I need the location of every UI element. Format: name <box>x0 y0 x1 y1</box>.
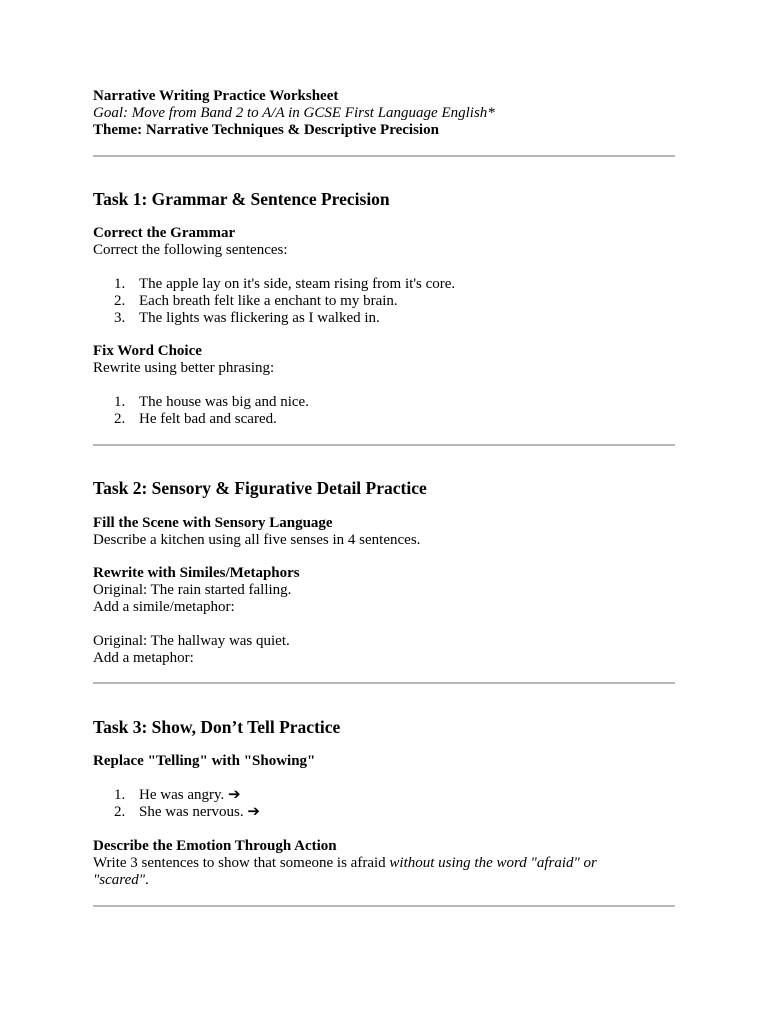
similes-original-2: Original: The hallway was quiet. <box>93 633 290 649</box>
divider <box>93 682 675 684</box>
sensory-instruction: Describe a kitchen using all five senses in 4 sentences. <box>93 532 421 548</box>
worksheet-goal: Goal: Move from Band 2 to A/A in GCSE First Language English* <box>93 105 495 121</box>
list-item: 2. Each breath felt like a enchant to my brain. <box>114 293 398 309</box>
emotion-instruction: Write 3 sentences to show that someone is afraid without using the word "afraid" or "scared". <box>93 855 597 888</box>
task2-heading: Task 2: Sensory & Figurative Detail Practice <box>93 478 427 498</box>
list-item: 1. The house was big and nice. <box>114 394 309 410</box>
grammar-title: Correct the Grammar <box>93 225 236 241</box>
divider <box>93 155 675 157</box>
worksheet-title: Narrative Writing Practice Worksheet <box>93 88 339 104</box>
grammar-instruction: Correct the following sentences: <box>93 242 288 258</box>
sensory-title: Fill the Scene with Sensory Language <box>93 515 333 531</box>
similes-prompt-1: Add a simile/metaphor: <box>93 599 235 615</box>
similes-original-1: Original: The rain started falling. <box>93 582 292 598</box>
list-item: 2. She was nervous. ➔ <box>114 804 260 820</box>
word-choice-list <box>93 394 309 428</box>
replace-title: Replace "Telling" with "Showing" <box>93 753 316 769</box>
list-item: 1. The apple lay on it's side, steam rising from it's core. <box>114 276 456 292</box>
divider <box>93 444 675 446</box>
similes-title: Rewrite with Similes/Metaphors <box>93 565 300 581</box>
list-item: 1. He was angry. ➔ <box>114 787 241 803</box>
word-choice-title: Fix Word Choice <box>93 343 202 359</box>
similes-prompt-2: Add a metaphor: <box>93 650 194 666</box>
worksheet-theme: Theme: Narrative Techniques & Descriptive Precision <box>93 122 439 138</box>
divider <box>93 905 675 907</box>
list-item: 3. The lights was flickering as I walked in. <box>114 310 380 326</box>
list-item: 2. He felt bad and scared. <box>114 411 277 427</box>
task3-heading: Task 3: Show, Don’t Tell Practice <box>93 717 341 737</box>
replace-list <box>93 787 260 821</box>
word-choice-instruction: Rewrite using better phrasing: <box>93 360 275 376</box>
emotion-title: Describe the Emotion Through Action <box>93 838 337 854</box>
task1-heading: Task 1: Grammar & Sentence Precision <box>93 189 390 209</box>
grammar-list <box>93 276 455 327</box>
